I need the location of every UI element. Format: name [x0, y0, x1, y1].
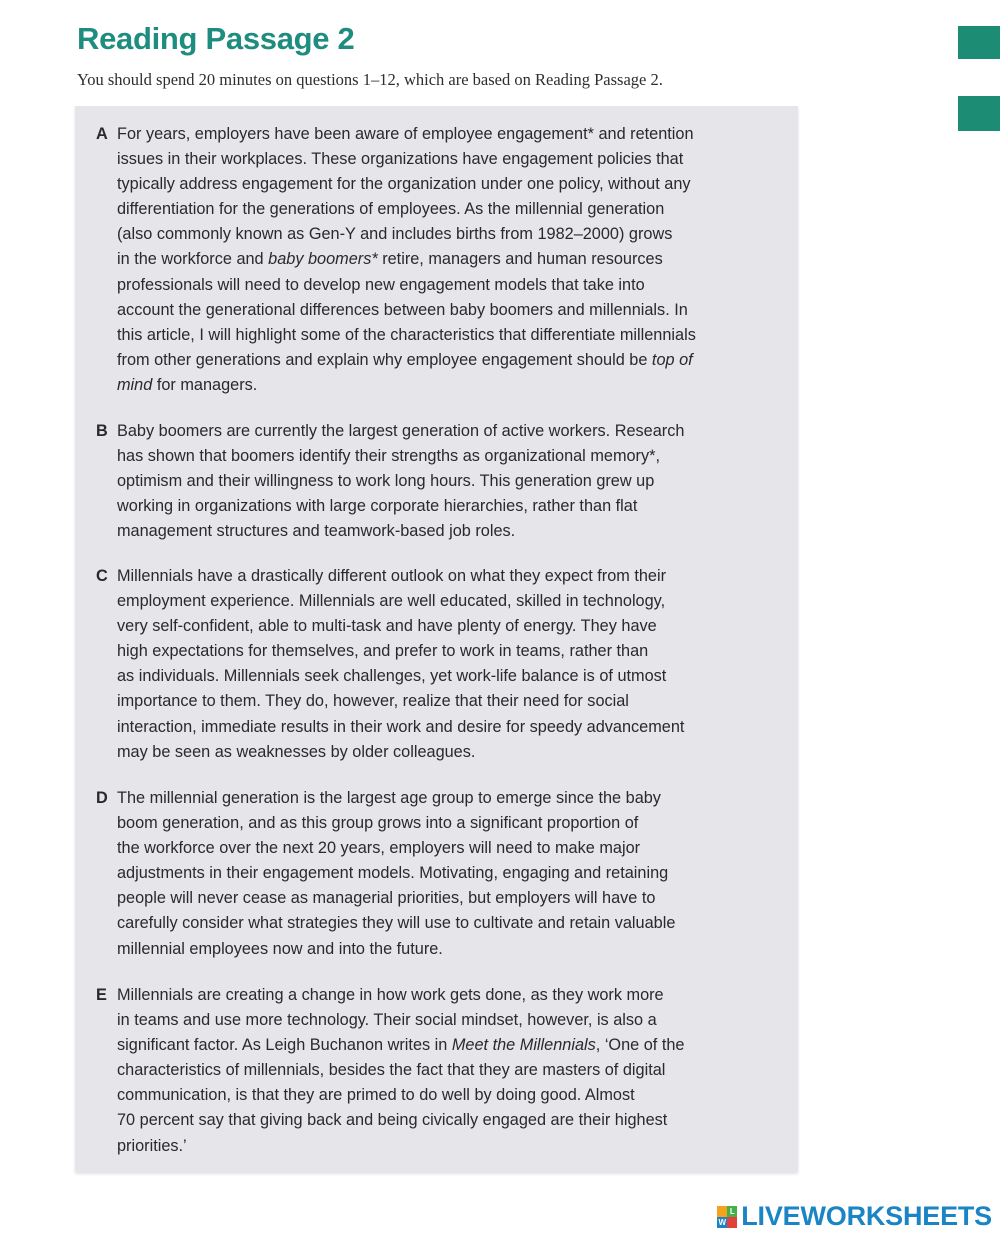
instruction-text: You should spend 20 minutes on questions 1–12, which are based on Reading Passage 2.	[77, 70, 663, 89]
text-line: priorities.’	[117, 1136, 187, 1155]
page-title: Reading Passage 2	[77, 21, 355, 56]
text-line: in teams and use more technology. Their social mindset, however, is also a	[117, 1011, 657, 1030]
text-line: adjustments in their engagement models. Motivating, engaging and retaining	[117, 864, 669, 883]
liveworksheets-icon: L W	[717, 1206, 737, 1228]
text-line: Millennials have a drastically different outlook on what they expect from their	[117, 567, 667, 585]
text-line: management structures and teamwork-based job roles.	[117, 522, 516, 541]
text-line: communication, is that they are primed to do well by doing good. Almost	[117, 1086, 635, 1105]
paragraph-b	[96, 419, 786, 544]
brand-name: LIVEWORKSHEETS	[741, 1201, 992, 1231]
text-line: in the workforce and baby boomers* retire, managers and human resources	[117, 250, 663, 269]
text-line: very self-confident, able to multi-task and have plenty of energy. They have	[117, 617, 657, 636]
paragraph-c	[96, 564, 786, 765]
text-line: professionals will need to develop new engagement models that take into	[117, 275, 645, 294]
text-line: boom generation, and as this group grows into a significant proportion of	[117, 814, 639, 833]
paragraph-letter: A	[96, 125, 108, 143]
paragraph-letter: E	[96, 986, 107, 1004]
text-line: people will never cease as managerial priorities, but employers will have to	[117, 889, 656, 908]
text-line: The millennial generation is the largest age group to emerge since the baby	[117, 789, 661, 807]
text-line: typically address engagement for the organization under one policy, without any	[117, 175, 691, 194]
text-line: optimism and their willingness to work long hours. This generation grew up	[117, 472, 655, 491]
text-line: high expectations for themselves, and prefer to work in teams, rather than	[117, 642, 649, 661]
italic-book-title: Meet the Millennials	[451, 1036, 596, 1055]
text-line: (also commonly known as Gen-Y and includes births from 1982–2000) grows	[117, 225, 673, 244]
paragraph-e	[96, 983, 786, 1159]
text-line: as individuals. Millennials seek challenges, yet work-life balance is of utmost	[117, 667, 667, 686]
paragraph-a	[96, 122, 786, 398]
text-line: mind for managers.	[117, 375, 258, 394]
liveworksheets-logo	[717, 1201, 992, 1232]
text-line: For years, employers have been aware of employee engagement* and retention	[117, 125, 694, 143]
text-line: this article, I will highlight some of the characteristics that differentiate millennials	[117, 325, 696, 344]
text-line: 70 percent say that giving back and being civically engaged are their highest	[117, 1111, 668, 1130]
text-line: differentiation for the generations of employees. As the millennial generation	[117, 200, 665, 219]
italic-term: baby boomers*	[268, 250, 378, 269]
paragraph-letter: D	[96, 789, 108, 807]
margin-tab-bottom	[958, 96, 1000, 131]
text-line: importance to them. They do, however, realize that their need for social	[117, 692, 629, 711]
margin-tab-top	[958, 26, 1000, 59]
italic-term: mind	[117, 375, 153, 394]
italic-term: top of	[651, 350, 693, 369]
text-line: carefully consider what strategies they will use to cultivate and retain valuable	[117, 914, 676, 933]
text-line: Baby boomers are currently the largest generation of active workers. Research	[117, 422, 685, 440]
text-line: account the generational differences between baby boomers and millennials. In	[117, 300, 688, 319]
text-line: may be seen as weaknesses by older colleagues.	[117, 742, 476, 761]
text-line: millennial employees now and into the future.	[117, 939, 443, 958]
text-line: employment experience. Millennials are well educated, skilled in technology,	[117, 592, 666, 611]
paragraph-letter: B	[96, 422, 108, 440]
text-line: working in organizations with large corporate hierarchies, rather than flat	[117, 497, 638, 516]
paragraph-d	[96, 786, 786, 962]
text-line: issues in their workplaces. These organizations have engagement policies that	[117, 150, 684, 169]
text-line: the workforce over the next 20 years, employers will need to make major	[117, 839, 641, 858]
text-line: characteristics of millennials, besides the fact that they are masters of digital	[117, 1061, 666, 1080]
text-line: has shown that boomers identify their strengths as organizational memory*,	[117, 447, 660, 466]
text-line: Millennials are creating a change in how work gets done, as they work more	[117, 986, 664, 1004]
text-line: interaction, immediate results in their work and desire for speedy advancement	[117, 717, 685, 736]
text-line: from other generations and explain why employee engagement should be top of	[117, 350, 693, 369]
text-line: significant factor. As Leigh Buchanon writes in Meet the Millennials, ‘One of the	[117, 1036, 685, 1055]
paragraph-letter: C	[96, 567, 108, 585]
